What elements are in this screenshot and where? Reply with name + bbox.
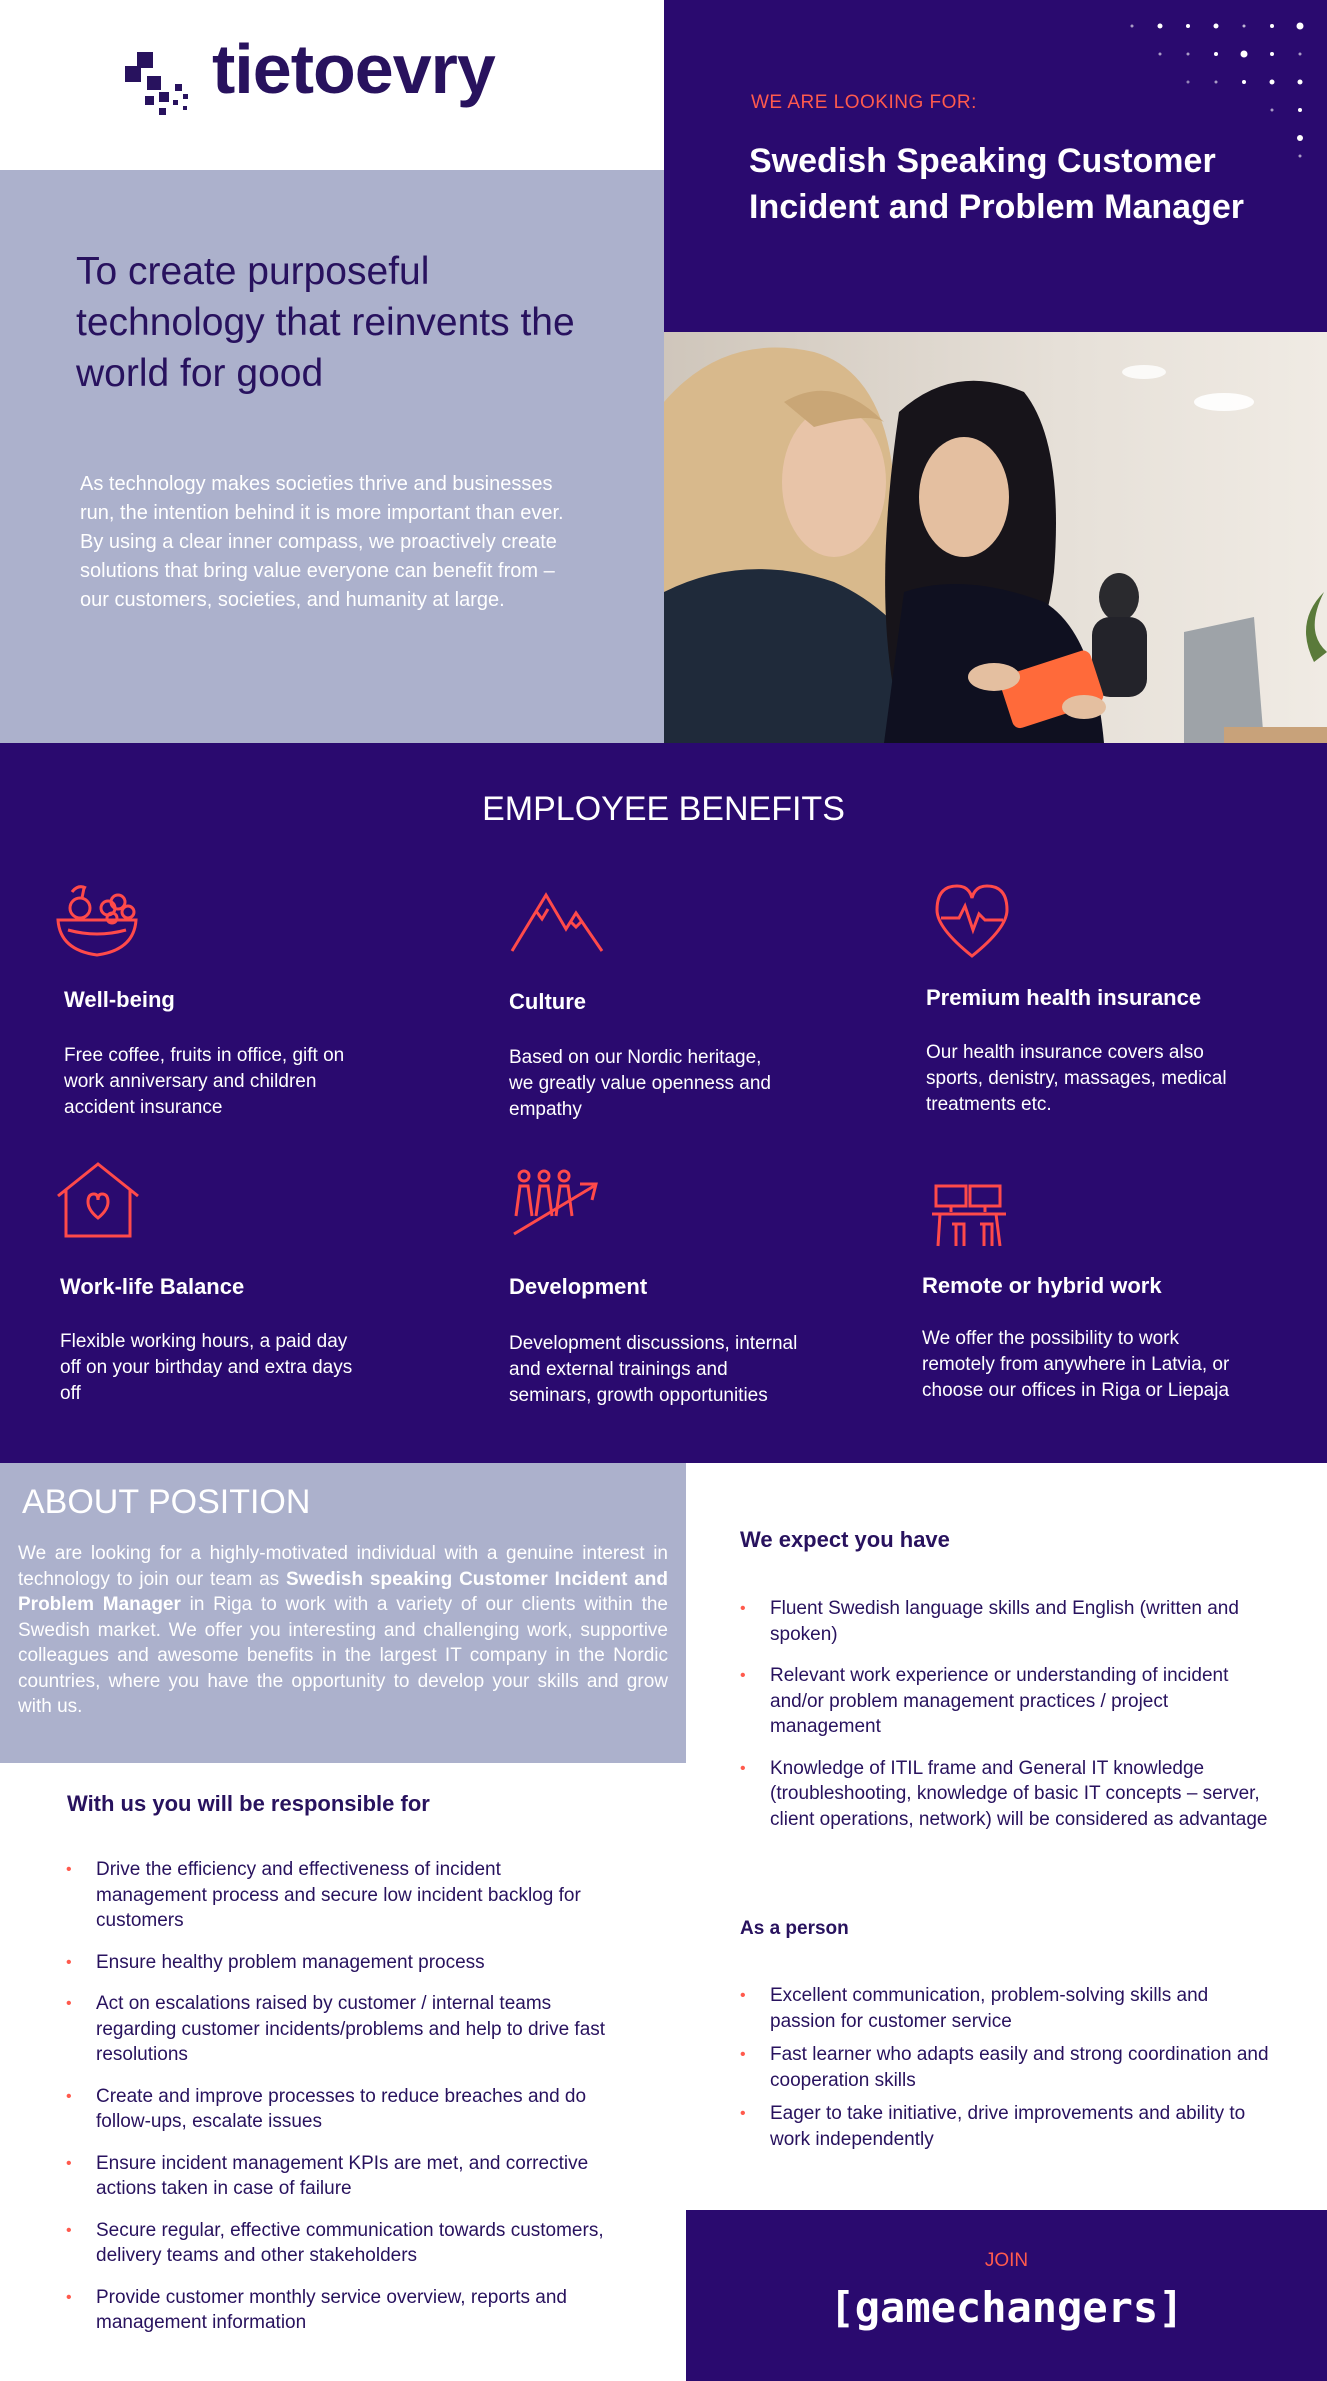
list-item: • Ensure healthy problem management process <box>66 1950 606 1976</box>
brand-logo-text: tietoevry <box>212 30 495 108</box>
person-list <box>740 1983 1275 2152</box>
tagline: To create purposeful technology that reinvents the world for good <box>76 250 575 395</box>
office-photo <box>664 332 1327 743</box>
benefit-title-health-insurance: Premium health insurance <box>926 985 1202 1010</box>
benefit-desc-well-being: Free coffee, fruits in office, gift on work anniversary and children accident insurance <box>64 1045 345 1118</box>
list-item: • Secure regular, effective communication towards customers, delivery teams and other stakeholders <box>66 2218 606 2269</box>
gamechangers-slogan: [gamechangers] <box>829 2283 1184 2332</box>
benefit-title-development: Development <box>509 1274 648 1299</box>
list-item: • Create and improve processes to reduce breaches and do follow-ups, escalate issues <box>66 2084 606 2135</box>
heartbeat-icon <box>925 880 1020 960</box>
list-item: • Provide customer monthly service overview, reports and management information <box>66 2285 606 2336</box>
expect-heading: We expect you have <box>740 1527 950 1552</box>
list-item: • Excellent communication, problem-solving skills and passion for customer service <box>740 1983 1275 2034</box>
list-item: • Ensure incident management KPIs are met, and corrective actions taken in case of failure <box>66 2151 606 2202</box>
benefit-title-remote: Remote or hybrid work <box>922 1273 1162 1298</box>
about-text-part: We are looking for a highly-motivated individual with a genuine interest in technology to join our team as <box>18 1543 668 1590</box>
about-text-part: in Riga to work with a variety of our clients within the Swedish market. We offer you interesting and challenging work, supportive colleagues and awesome benefits in the largest IT company in the Nordic countries, where you have the opportunity to develop your skills and grow with us. <box>18 1594 668 1717</box>
responsibilities-list <box>66 1857 606 2336</box>
join-label: JOIN <box>984 2250 1029 2271</box>
benefit-desc-work-life: Flexible working hours, a paid day off on your birthday and extra days off <box>60 1331 353 1404</box>
about-paragraph <box>18 1541 668 1720</box>
fruit-bowl-icon <box>50 880 145 960</box>
people-growth-icon <box>510 1168 605 1248</box>
expect-list <box>740 1596 1275 1832</box>
benefits-title: EMPLOYEE BENEFITS <box>482 790 845 828</box>
job-title: Swedish Speaking Customer Incident and Problem Manager <box>749 142 1244 226</box>
list-item: • Knowledge of ITIL frame and General IT knowledge (troubleshooting, knowledge of basic IT concepts – server, client operations, network) will be considered as advantage <box>740 1756 1275 1833</box>
benefit-desc-remote: We offer the possibility to work remotely from anywhere in Latvia, or choose our offices in Riga or Liepaja <box>922 1328 1230 1401</box>
list-item: • Act on escalations raised by customer / internal teams regarding customer incidents/problems and help to drive fast resolutions <box>66 1991 606 2068</box>
desk-monitor-icon <box>930 1180 1025 1260</box>
benefit-title-well-being: Well-being <box>64 987 175 1012</box>
about-text-bold: Swedish speaking Customer Incident and Problem Manager <box>18 1568 669 1615</box>
benefit-title-work-life: Work-life Balance <box>60 1274 245 1299</box>
person-heading: As a person <box>740 1918 849 1939</box>
looking-for-label: WE ARE LOOKING FOR: <box>751 92 977 113</box>
benefit-desc-development: Development discussions, internal and external trainings and seminars, growth opportunities <box>509 1333 798 1406</box>
list-item: • Fluent Swedish language skills and English (written and spoken) <box>740 1596 1275 1647</box>
benefit-title-culture: Culture <box>509 989 586 1014</box>
list-item: • Fast learner who adapts easily and strong coordination and cooperation skills <box>740 2042 1275 2093</box>
house-heart-icon <box>54 1160 149 1240</box>
benefit-desc-health-insurance: Our health insurance covers also sports, denistry, massages, medical treatments etc. <box>926 1042 1227 1115</box>
about-heading: ABOUT POSITION <box>22 1483 311 1521</box>
tietoevry-logo-mark-icon <box>125 52 191 118</box>
responsibilities-heading: With us you will be responsible for <box>67 1791 430 1816</box>
mountains-icon <box>510 885 605 965</box>
list-item: • Drive the efficiency and effectiveness of incident management process and secure low incident backlog for customers <box>66 1857 606 1934</box>
list-item: • Eager to take initiative, drive improvements and ability to work independently <box>740 2101 1275 2152</box>
intro-paragraph: As technology makes societies thrive and businesses run, the intention behind it is more important than ever. By using a clear inner compass, we proactively create solutions that bring value everyone can benefit from – our customers, societies, and humanity at large. <box>80 473 564 611</box>
dot-pattern-icon <box>1120 18 1320 158</box>
benefit-desc-culture: Based on our Nordic heritage, we greatly value openness and empathy <box>509 1047 771 1120</box>
list-item: • Relevant work experience or understanding of incident and/or problem management practices / project management <box>740 1663 1275 1740</box>
